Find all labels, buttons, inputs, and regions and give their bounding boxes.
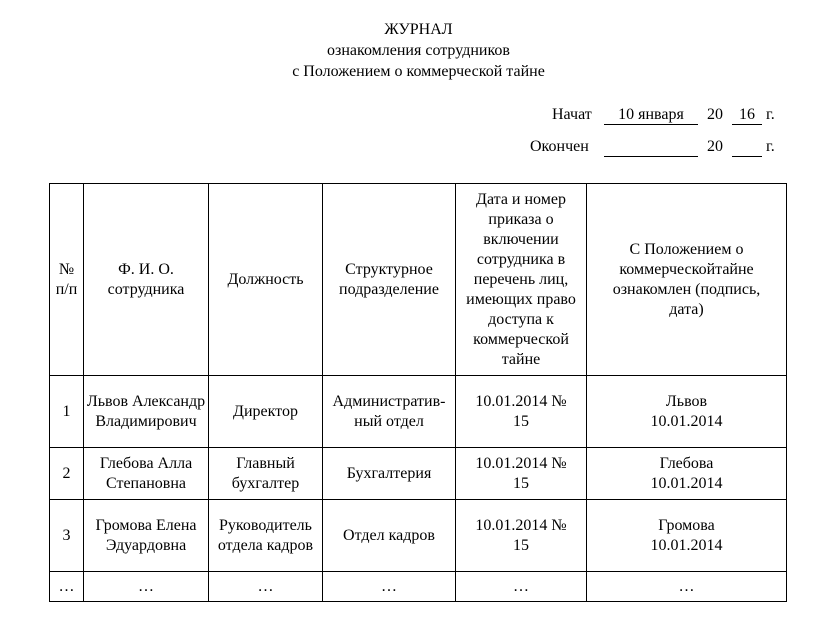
journal-title: ЖУРНАЛ (384, 21, 453, 38)
row-acknowledged: Глебова 10.01.2014 (587, 448, 787, 500)
row-department: … (323, 572, 456, 602)
journal-subtitle-2: с Положением о коммерческой тайне (292, 63, 545, 80)
row-order: 10.01.2014 № 15 (456, 376, 587, 448)
row-order: … (456, 572, 587, 602)
row-fio: Громова Елена Эдуардовна (84, 500, 209, 572)
row-position: Руководитель отдела кадров (209, 500, 323, 572)
header-acknowledged: С Положением о коммерческойтайне ознакомлен (подпись, дата) (587, 184, 787, 376)
row-fio: Глебова Алла Степановна (84, 448, 209, 500)
row-department: Административ-ный отдел (323, 376, 456, 448)
row-num: 1 (50, 376, 84, 448)
started-year-field: 16 (732, 104, 762, 125)
row-position: Директор (209, 376, 323, 448)
row-num: … (50, 572, 84, 602)
row-position: Главный бухгалтер (209, 448, 323, 500)
row-acknowledged: Львов 10.01.2014 (587, 376, 787, 448)
table-row (50, 448, 787, 500)
row-num: 2 (50, 448, 84, 500)
row-department: Бухгалтерия (323, 448, 456, 500)
ended-date-line (0, 136, 837, 158)
started-year-suffix: г. (766, 106, 775, 123)
started-century: 20 (707, 106, 723, 123)
table-row (50, 500, 787, 572)
row-position: … (209, 572, 323, 602)
table-row (50, 376, 787, 448)
row-acknowledged: Громова 10.01.2014 (587, 500, 787, 572)
table-row (50, 572, 787, 602)
row-acknowledged: … (587, 572, 787, 602)
row-order: 10.01.2014 № 15 (456, 500, 587, 572)
table-header-row (50, 184, 787, 376)
header-position: Должность (209, 184, 323, 376)
row-department: Отдел кадров (323, 500, 456, 572)
ended-year-field (732, 136, 762, 157)
row-order: 10.01.2014 № 15 (456, 448, 587, 500)
row-num: 3 (50, 500, 84, 572)
started-day-month-field: 10 января (604, 104, 698, 125)
ended-label: Окончен (530, 138, 589, 155)
ended-year-suffix: г. (766, 138, 775, 155)
header-num: № п/п (50, 184, 84, 376)
row-fio: … (84, 572, 209, 602)
started-label: Начат (552, 106, 592, 123)
header-department: Структурное подразделение (323, 184, 456, 376)
header-fio: Ф. И. О. сотрудника (84, 184, 209, 376)
header-order: Дата и номер приказа о включении сотрудника в перечень лиц, имеющих право доступа к коммерческой тайне (456, 184, 587, 376)
row-fio: Львов Александр Владимирович (84, 376, 209, 448)
started-date-line (0, 104, 837, 126)
journal-subtitle-1: ознакомления сотрудников (327, 42, 510, 59)
ended-day-month-field (604, 136, 698, 157)
ended-century: 20 (707, 138, 723, 155)
acknowledgement-table (49, 183, 787, 602)
